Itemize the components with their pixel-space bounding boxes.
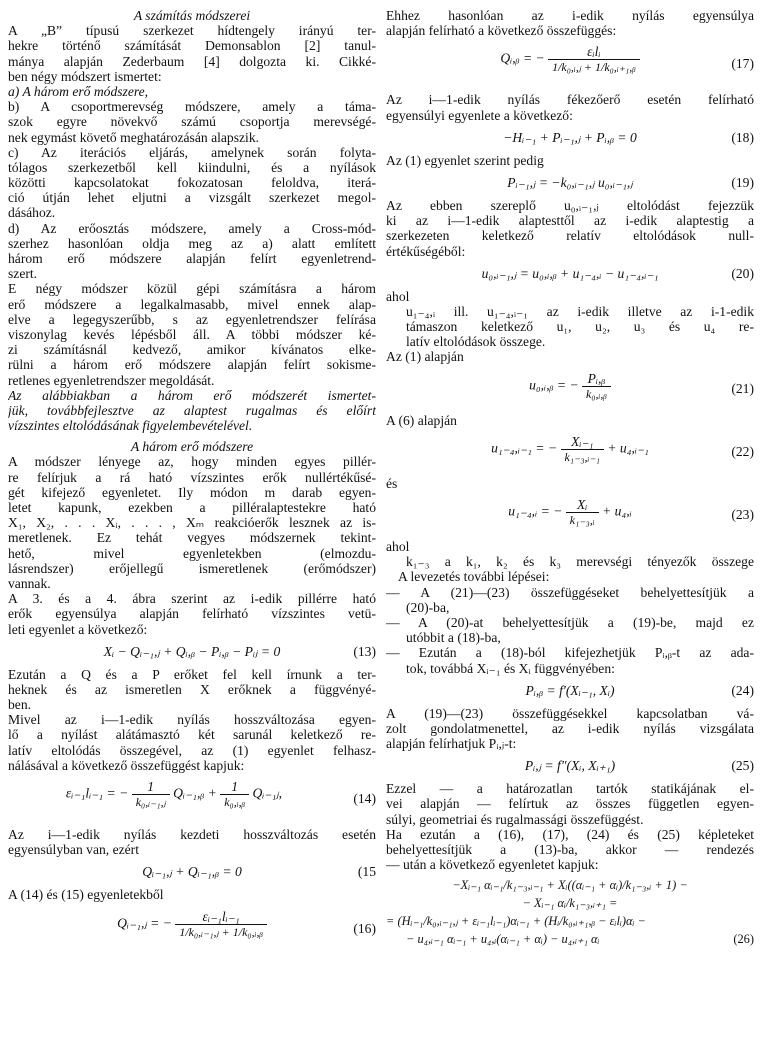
text-line: Ezután a Q és a P erőket fel kell írnunk a ter- <box>8 666 376 682</box>
text-line: meretlenek. Ez tehát vegyes módszernek tekint- <box>8 530 376 546</box>
text-line: három erő módszere alapján felírt egyenletrend- <box>8 251 376 266</box>
text-line: mánya alapján Zederbaum [4] dolgozta ki. Cikké- <box>8 53 376 69</box>
paragraph-forces <box>8 667 376 713</box>
equation-part: Qᵢ₋₁,ⱼ = − <box>117 915 172 931</box>
equation-part: u₁₋₄,ᵢ₋₁ = − <box>491 440 558 456</box>
fraction-denominator: k₀,ᵢ,ᵦ <box>586 386 607 401</box>
fraction <box>566 498 599 527</box>
fraction <box>548 45 640 74</box>
text-line: szerkezeten keletkező relatív eltolódások null- <box>386 228 754 244</box>
text-line: heknek és az ismeretlen X erőknek a függvényé- <box>8 681 376 697</box>
text-line: tok, továbbá Xᵢ₋₁ és Xᵢ függvényében: <box>406 660 615 676</box>
equation-part: εᵢ₋₁lᵢ₋₁ = − <box>65 785 129 801</box>
equation-number: (22) <box>731 443 754 459</box>
text-line: zolt gondolatmenettel, az i-edik nyílás vizsgálata <box>386 720 754 736</box>
text-line: E négy módszer közül gépi számításra a három <box>8 281 376 297</box>
fraction-numerator: Xᵢ₋₁ <box>561 435 604 450</box>
fraction-numerator: εᵢlᵢ <box>548 45 640 60</box>
paragraph-figures <box>8 591 376 637</box>
text-line: vei alapján — felírtuk az összes független egyen- <box>386 796 754 812</box>
text-line: A (19)—(23) összefüggésekkel kapcsolatban vá- <box>386 705 754 721</box>
equation-number: (15 <box>357 864 376 880</box>
equation-body: Xᵢ − Qᵢ₋₁,ⱼ + Qᵢ,ᵦ − Pᵢ,ᵦ − Pᵢⱼ = 0 <box>103 643 281 659</box>
text-line: — Ezután a (18)-ból kifejezhetjük Pᵢ,ᵦ-t az ada- <box>386 645 754 661</box>
equation-13 <box>8 641 376 663</box>
equation-24 <box>386 680 754 702</box>
text-line: Az i—1-edik nyílás kezdeti hosszváltozás esetén <box>8 827 376 842</box>
text-line: u₁₋₄,ᵢ ill. u₁₋₄,ᵢ₋₁ az i-edik illetve az i-1-edik <box>406 303 754 319</box>
equation-line: − u₄,ᵢ₋₁ αᵢ₋₁ + u₄,ᵢ(αᵢ₋₁ + αᵢ) − u₄,ᵢ₊₁ αᵢ <box>406 932 600 947</box>
paragraph-conclusion <box>386 781 754 872</box>
text-line: letet kapunk, ezekben a pilléralaptestekre ható <box>8 500 376 515</box>
text-line: latív eltolódások összege. <box>406 334 546 350</box>
text-line: ció útján lehet eljutni a vizsgált szerkezet megol- <box>8 190 376 206</box>
text-line: X₁, X₂, . . . Xᵢ, . . . , Xₘ reakcióerők lesznek az is- <box>8 515 376 531</box>
fraction <box>175 910 267 939</box>
text-line: latív eltolódás összegével, az (1) egyenlet felhasz- <box>8 742 376 758</box>
equation-14 <box>8 777 376 823</box>
text-line: súlyi, geometriai és rugalmassági összefüggést. <box>386 811 644 827</box>
equation-20 <box>386 263 754 285</box>
paragraph-essence <box>8 454 376 591</box>
fraction-numerator: Pᵢ,ᵦ <box>582 372 611 387</box>
fraction-denominator: k₀,ᵢ,ᵦ <box>224 795 246 809</box>
equation-number: (16) <box>353 920 376 936</box>
fraction <box>561 435 604 464</box>
text-line: re felírjuk a rá ható vízszintes erők nullértékűsé- <box>8 469 376 485</box>
equation-18 <box>386 127 754 149</box>
text-line: — A (20)-at behelyettesítjük a (19)-be, majd ez <box>386 614 754 630</box>
equation-26 <box>386 876 754 948</box>
fraction-denominator: k₁₋₃,ᵢ <box>569 513 595 527</box>
text-line: egyensúlyban van, ezért <box>8 842 139 858</box>
section-heading: A számítás módszerei <box>133 8 251 23</box>
text-line: ahol <box>386 288 410 304</box>
text-line: A módszer lényege az, hogy minden egyes pillér- <box>8 454 376 470</box>
text-line: Ha ezután a (16), (17), (24) és (25) képleteket <box>386 826 754 842</box>
equation-body: −Hᵢ₋₁ + Pᵢ₋₁,ⱼ + Pᵢ,ᵦ = 0 <box>503 129 637 145</box>
text-line: Az (1) egyenlet szerint pedig <box>386 152 544 168</box>
equation-body: Pᵢ₋₁,ⱼ = −k₀,ᵢ₋₁,ⱼ u₀,ᵢ₋₁,ⱼ <box>507 174 633 190</box>
equation-part: + u₄,ᵢ <box>602 503 632 519</box>
paragraph-similar <box>386 8 754 38</box>
section-heading: A három erő módszere <box>130 439 254 455</box>
paragraph-displacement <box>386 198 754 259</box>
equation-number: (18) <box>731 129 754 145</box>
text-line: tólagos szerkezetből kell kiindulni, és a nyílások <box>8 159 376 175</box>
text-line: nek egymást követő meghatározásán alapszik. <box>8 129 260 145</box>
equation-part: Qᵢ,ᵦ = − <box>500 51 545 66</box>
fraction <box>132 780 170 809</box>
right-column <box>386 8 754 948</box>
fraction <box>582 372 611 401</box>
paragraph-length-change <box>8 712 376 773</box>
text-line: Az (1) alapján <box>386 349 464 365</box>
equation-part: + u₄,ᵢ₋₁ <box>607 440 649 456</box>
text-line: — után a következő egyenletet kapjuk: <box>386 857 599 873</box>
text-line: ben. <box>8 697 32 713</box>
equation-line: − Xᵢ₋₁ αᵢ/k₁₋₃,ᵢ₊₁ = <box>522 896 618 911</box>
equation-22 <box>386 432 754 472</box>
text-line: c) Az iterációs eljárás, amelynek során folyta- <box>8 144 376 160</box>
fraction-numerator: 1 <box>220 780 249 795</box>
text-line: A (6) alapján <box>386 412 457 428</box>
fraction-denominator: 1/k₀,ᵢ₋₁,ⱼ + 1/k₀,ᵢ,ᵦ <box>179 924 263 939</box>
text-line: Ehhez hasonlóan az i-edik nyílás egyensúlya <box>386 8 754 23</box>
equation-body: u₀,ᵢ₋₁,ⱼ = u₀,ᵢ,ᵦ + u₁₋₄,ᵢ − u₁₋₄,ᵢ₋₁ <box>481 265 659 281</box>
equation-21 <box>386 369 754 409</box>
text-line: és <box>386 475 398 491</box>
paragraph-comparison <box>8 281 376 387</box>
text-line: rülni a három erő módszere alapján felírt sokisme- <box>8 357 376 373</box>
text-line: támaszon keletkező u₁, u₂, u₃ és u₄ re- <box>406 319 754 335</box>
text-line: A levezetés további lépései: <box>398 569 550 585</box>
text-line: szert. <box>8 266 38 282</box>
text-line: elve a legegyszerűbb, s az egyenletrendszer felírása <box>8 311 376 327</box>
text-line: (20)-ba, <box>406 599 450 615</box>
text-line: szok egyre növekvő számú csoportja merevségé- <box>8 114 376 130</box>
paragraph-steps <box>386 539 754 676</box>
text-line: Mivel az i—1-edik nyílás hosszváltozása egyen- <box>8 712 376 728</box>
text-line: jük, továbbfejlesztve az alaptest rugalmas és előírt <box>8 402 376 418</box>
text-line: retlenes egyenletrendszer megoldását. <box>8 372 215 388</box>
paragraph-reasoning <box>386 706 754 752</box>
text-line: A 3. és a 4. ábra szerint az i-edik pillérre ható <box>8 591 376 607</box>
equation-body: Qᵢ₋₁,ⱼ + Qᵢ₋₁,ᵦ = 0 <box>142 864 242 880</box>
text-line: A (14) és (15) egyenletekből <box>8 887 164 903</box>
text-line: egyensúlyi egyenlete a következő: <box>386 107 573 123</box>
equation-line: = (Hᵢ₋₁/k₀,ᵢ₋₁,ⱼ + εᵢ₋₁lᵢ₋₁)αᵢ₋₁ + (Hᵢ/k₀,ᵢ₊₁,ᵦ − εᵢlᵢ)αᵢ − <box>386 914 646 929</box>
text-line: b) A csoportmerevség módszere, amely a táma- <box>8 99 376 115</box>
equation-15 <box>8 861 376 883</box>
text-line: ahol <box>386 539 410 554</box>
equation-body: Pᵢ,ᵦ = f′(Xᵢ₋₁, Xᵢ) <box>525 682 615 698</box>
equation-number: (14) <box>353 791 376 806</box>
equation-part: u₁₋₄,ᵢ = − <box>508 503 563 519</box>
equation-body: Pᵢ,ⱼ = f″(Xᵢ, Xᵢ₊₁) <box>524 758 616 774</box>
text-line: zi számításnál kedvező, amikor kívánatos elke- <box>8 342 376 358</box>
text-line: lő a nyílást alátámasztó két sarunál keletkező re- <box>8 727 376 743</box>
left-column <box>8 8 376 957</box>
equation-number: (23) <box>731 507 754 522</box>
paragraph-where <box>386 289 754 350</box>
paragraph-methods <box>8 23 376 281</box>
text-line: alapján felírhatjuk Pᵢ,ⱼ-t: <box>386 736 517 752</box>
fraction-numerator: 1 <box>132 780 170 795</box>
equation-23 <box>386 495 754 535</box>
text-line: utóbbit a (18)-ba, <box>406 630 501 646</box>
equation-number: (17) <box>731 56 754 72</box>
equation-number: (13) <box>353 643 376 659</box>
text-line: Az i—1-edik nyílás fékezőerő esetén felírható <box>386 92 754 108</box>
paragraph-braking <box>386 92 754 122</box>
text-line: leti egyenlet a következő: <box>8 621 148 637</box>
text-line: szerhez hasonlóan oldja meg az a) alatt említett <box>8 235 376 251</box>
equation-part: u₀,ᵢ,ᵦ = − <box>529 377 579 393</box>
text-line: erő módszere a legalkalmasabb, mivel ennek alap- <box>8 296 376 312</box>
text-line: ki az i—1-edik alaptesttől az i-edik alaptestig a <box>386 213 754 229</box>
text-line: vannak. <box>8 575 51 591</box>
fraction-denominator: k₀,ᵢ₋₁,ⱼ <box>135 795 166 809</box>
text-line: ben négy módszert ismertet: <box>8 68 162 84</box>
text-line: alapján felírható a következő összefüggés: <box>386 23 617 39</box>
text-line: vízszintes eltolódásának figyelembevételével. <box>8 418 253 434</box>
text-line: erők egyensúlya alapján felírható vízszintes vetü- <box>8 606 376 622</box>
paragraph-initial <box>8 827 376 857</box>
fraction <box>220 780 249 809</box>
fraction-denominator: k₁₋₃,ᵢ₋₁ <box>564 449 600 464</box>
equation-19 <box>386 172 754 194</box>
fraction-numerator: εᵢ₋₁lᵢ₋₁ <box>175 910 267 925</box>
fraction-numerator: Xᵢ <box>566 498 599 513</box>
text-line: Az ebben szereplő u₀,ᵢ₋₁,ⱼ eltolódást fejezzük <box>386 197 754 213</box>
equation-17 <box>386 42 754 88</box>
text-line: hekre történő számítását Demonsablon [2] tanul- <box>8 38 376 54</box>
text-line: viszonylag kevés lépésből áll. A többi módszer ké- <box>8 326 376 342</box>
text-line: — A (21)—(23) összefüggéseket behelyettesítjük a <box>386 584 754 600</box>
text-line: gét kifejező egyenletet. Ily módon m darab egyen- <box>8 484 376 500</box>
text-line: Az alábbiakban a három erő módszerét ismertet- <box>8 387 376 403</box>
fraction-denominator: 1/k₀,ᵢ,ⱼ + 1/k₀,ᵢ₊₁,ᵦ <box>552 60 636 75</box>
text-line: hető, mivel egyenletekben (elmozdu- <box>8 545 376 561</box>
text-line: Ezzel — a határozatlan tartók statikájának el- <box>386 781 754 797</box>
paragraph-intro <box>8 388 376 434</box>
equation-part: Qᵢ₋₁ⱼ, <box>252 785 283 801</box>
equation-part: Qᵢ₋₁,ᵦ + <box>173 785 217 801</box>
text-line: nálásával a következő összefüggést kapjuk: <box>8 757 245 773</box>
equation-line: −Xᵢ₋₁ αᵢ₋₁/k₁₋₃,ᵢ₋₁ + Xᵢ((αᵢ₋₁ + αᵢ)/k₁₋₃,ᵢ + 1) − <box>452 878 688 893</box>
equation-16 <box>8 907 376 953</box>
text-line: d) Az erőosztás módszere, amely a Cross-mód- <box>8 220 376 236</box>
text-line: közötti kapcsolatokat fokozatosan feloldva, iterá- <box>8 175 376 191</box>
text-line: a) A három erő módszere, <box>8 83 149 99</box>
equation-number: (19) <box>731 174 754 190</box>
text-line: lásrendszer) erőjellegű ismeretlenek (erőmódszer) <box>8 560 376 576</box>
text-line: k₁₋₃ a k₁, k₂ és k₃ merevségi tényezők összege <box>406 554 754 570</box>
text-line: behelyettesítjük a (13)-ba, akkor — rendezés <box>386 842 754 857</box>
text-line: értékűségéből: <box>386 243 466 259</box>
equation-number: (26) <box>733 932 754 947</box>
equation-number: (25) <box>731 758 754 774</box>
text-line: A „B” típusú szerkezet hídtengely irányú ter- <box>8 23 376 39</box>
equation-number: (20) <box>731 265 754 281</box>
text-line: dásához. <box>8 205 56 221</box>
equation-number: (21) <box>731 380 754 396</box>
equation-25 <box>386 755 754 777</box>
equation-number: (24) <box>731 682 754 698</box>
